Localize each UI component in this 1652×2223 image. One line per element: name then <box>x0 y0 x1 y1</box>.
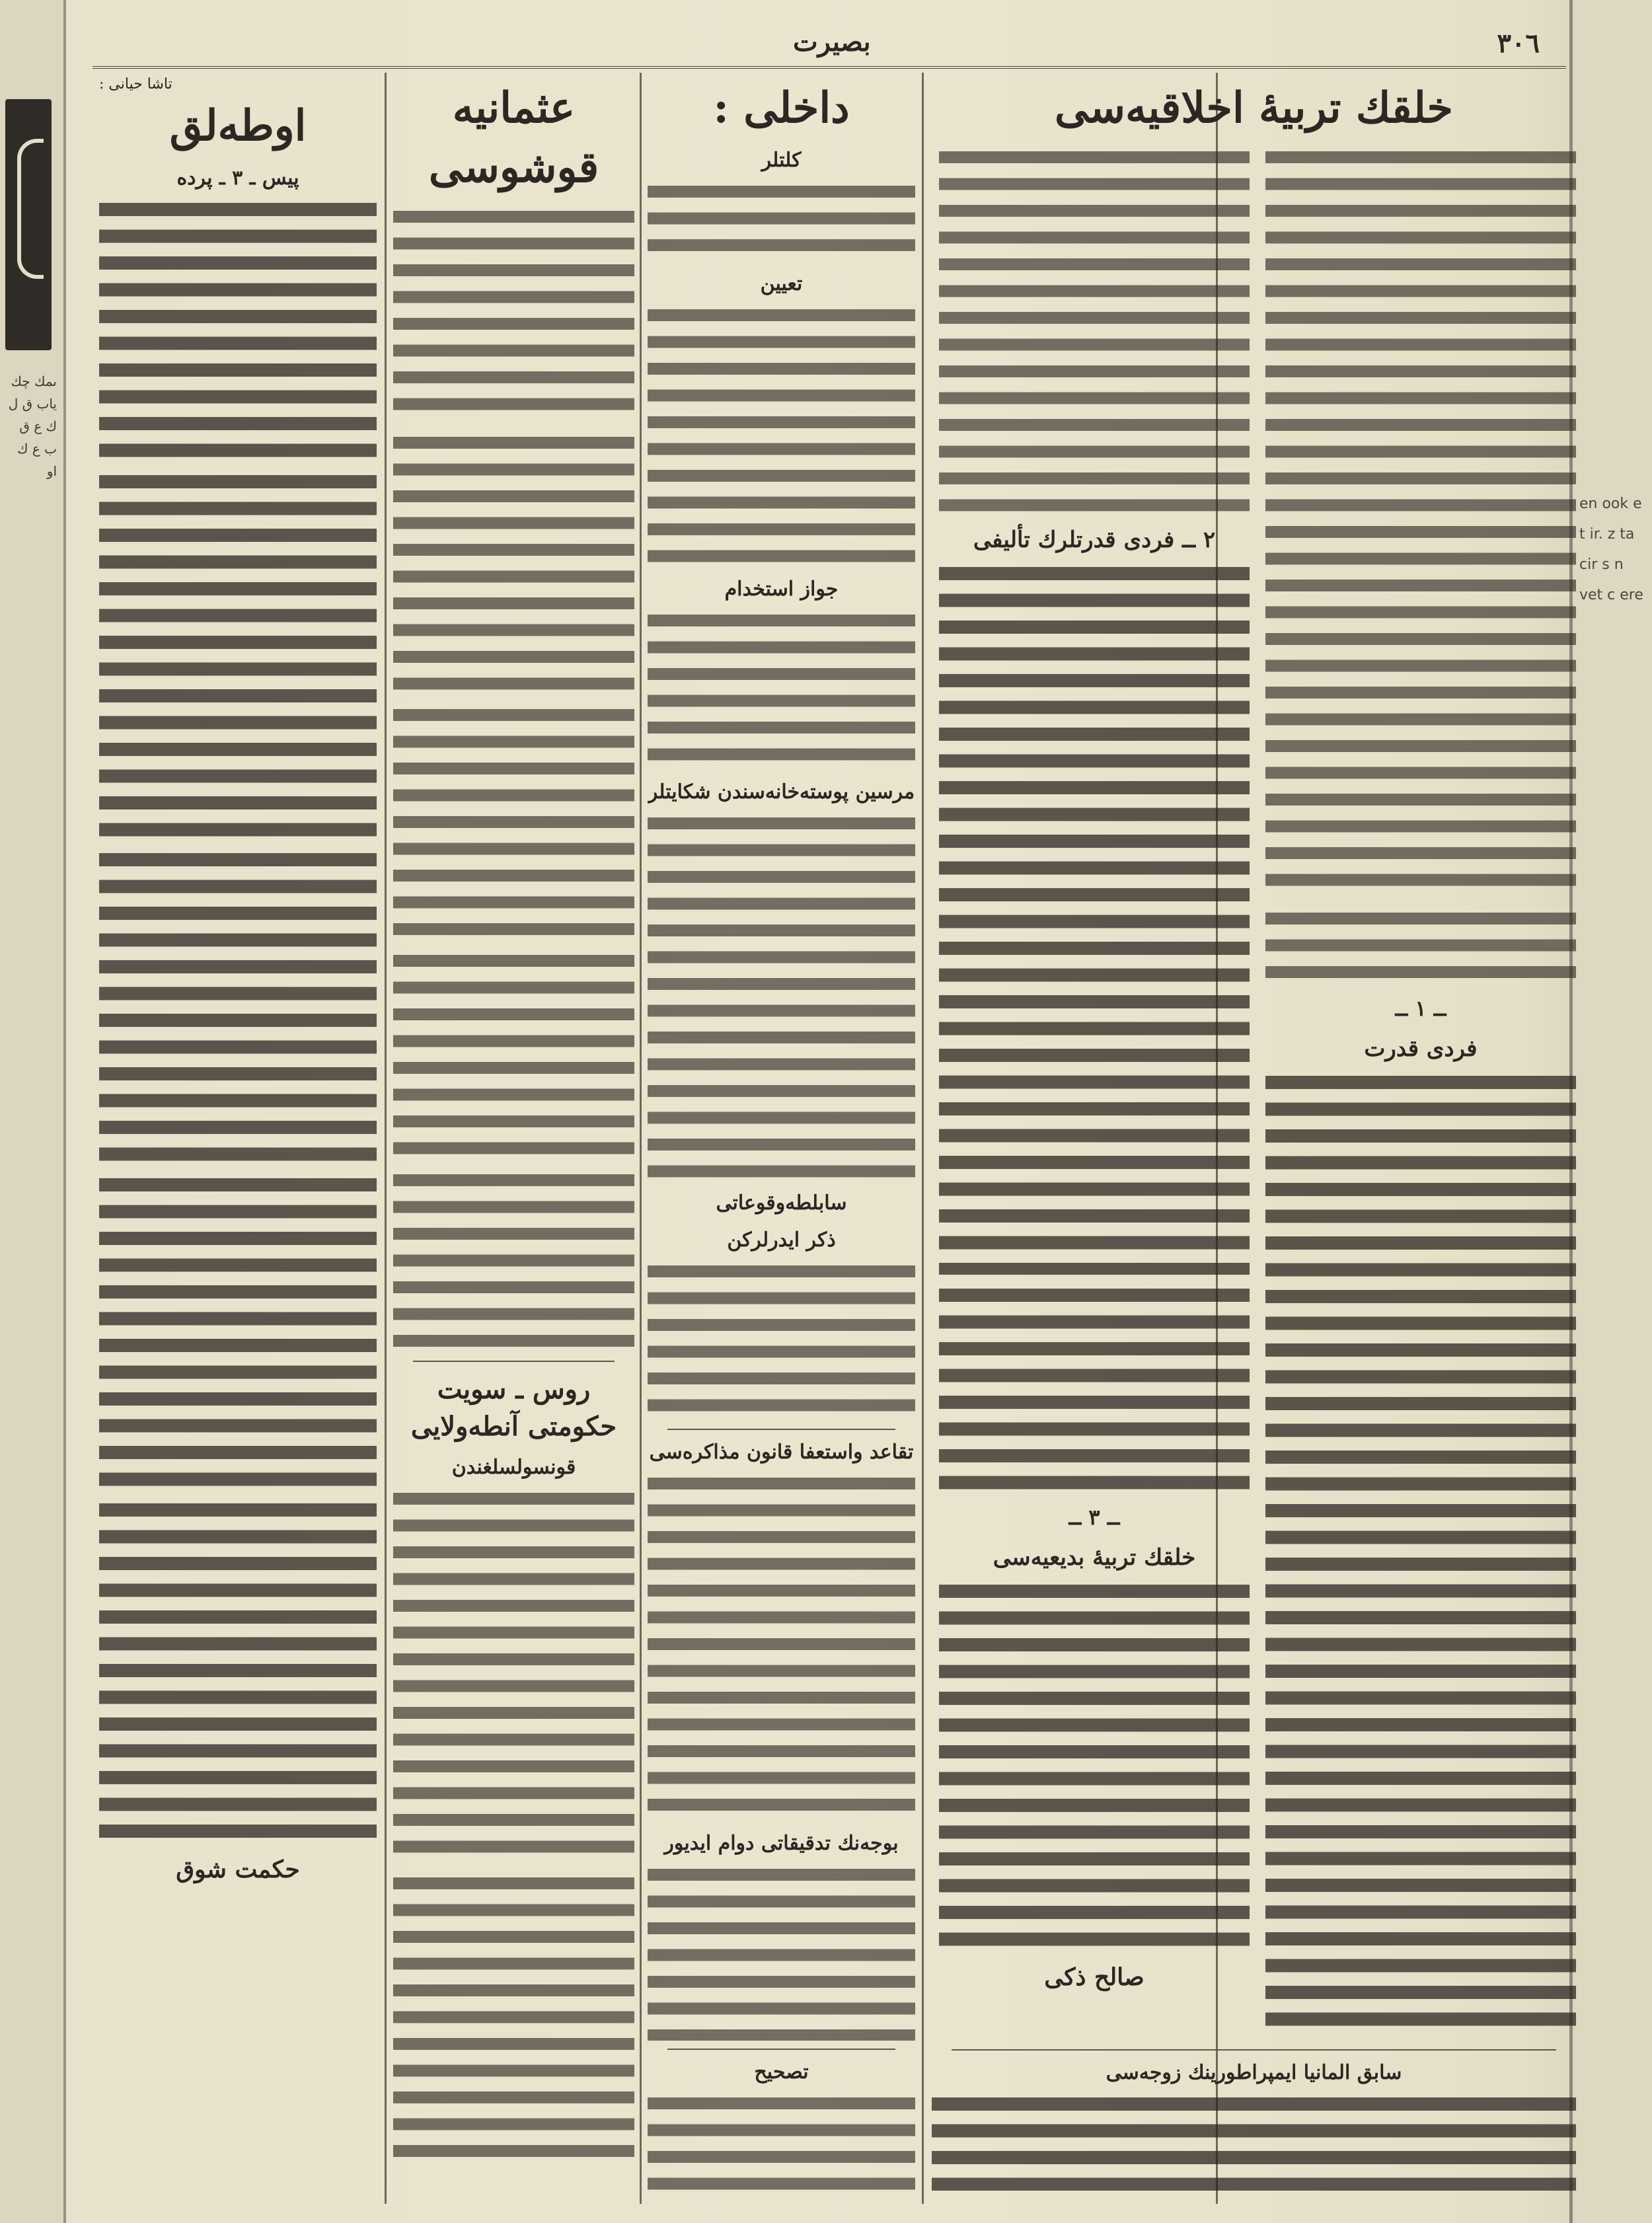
news-heading: تقاعد واستعفا قانون مذاكره‌سى <box>649 1441 914 1464</box>
column-3-domestic-news <box>648 76 915 2201</box>
article-paragraph <box>1265 1070 1576 2035</box>
article-title: عثمانيه قوشوسى <box>428 83 599 192</box>
serial-paragraph <box>99 197 377 461</box>
divider <box>413 1361 615 1362</box>
article-paragraph <box>393 948 634 1160</box>
article-paragraph <box>1265 906 1576 985</box>
left-page-strip <box>0 0 66 2223</box>
news-paragraph <box>648 303 915 567</box>
serial-paragraph <box>99 1172 377 1489</box>
page-header <box>93 26 1566 69</box>
serial-episode: پيس ـ ٣ ـ پرده <box>176 167 299 190</box>
article-paragraph <box>939 1283 1250 1494</box>
column-rule <box>385 73 387 2204</box>
article-paragraph <box>393 1168 634 1353</box>
divider <box>667 1429 895 1430</box>
article-title: خلقك تربيهٔ اخلاقيه‌سى <box>1055 83 1453 133</box>
article-paragraph <box>393 702 634 940</box>
article-paragraph <box>393 1871 634 2162</box>
right-strip-text: en ook e t ir. z ta cir s n vet c ere <box>1579 496 1643 603</box>
divider <box>952 2049 1556 2051</box>
article-paragraph <box>393 430 634 695</box>
news-paragraph <box>648 1862 915 2041</box>
section-subtitle: قونسولسلغندن <box>451 1456 576 1479</box>
article-paragraph <box>939 561 1250 1275</box>
author-signature: صالح ذكى <box>1044 1963 1145 1991</box>
news-heading: جواز استخدام <box>724 578 839 601</box>
serial-title: اوطه‌لق <box>169 101 307 151</box>
news-heading: سابلطه‌وقوعاتى <box>716 1191 847 1215</box>
news-paragraph <box>648 2091 915 2201</box>
box-title: سابق المانيا ايمپراطورينك زوجه‌سى <box>1106 2061 1402 2084</box>
serial-paragraph <box>99 847 377 1164</box>
section-title: روس ـ سويت حكومتى آنطه‌ولايى <box>410 1374 617 1442</box>
right-page-strip <box>1569 0 1652 2223</box>
section-number: ــ ١ ــ <box>1395 996 1446 1021</box>
left-strip-text: ىمك چك ياب ق ل ك ع ق ب ع ك او <box>8 373 57 479</box>
divider <box>667 2049 895 2050</box>
section-title: فردى قدرت <box>1364 1036 1478 1062</box>
article-paragraph <box>939 145 1250 515</box>
news-heading: تعيين <box>760 272 803 295</box>
left-strip-illustration <box>5 99 52 350</box>
newspaper-name: بصيرت <box>793 26 871 57</box>
section-title: داخلى : <box>713 83 850 133</box>
section-title: ٢ ــ فردى قدرتلرك تأليفى <box>973 527 1216 553</box>
news-heading: مرسين پوسته‌خانه‌سندن شكايتلر <box>648 780 915 804</box>
article-paragraph <box>393 1486 634 1863</box>
serial-paragraph <box>99 1497 377 1841</box>
article-paragraph <box>1265 145 1576 898</box>
column-1-article <box>932 76 1576 2201</box>
news-paragraph <box>648 1259 915 1421</box>
serial-paragraph <box>99 469 377 839</box>
news-paragraph <box>648 608 915 770</box>
article-paragraph <box>932 2091 1576 2191</box>
article-paragraph <box>939 1579 1250 1949</box>
news-paragraph <box>648 1471 915 1821</box>
article-paragraph <box>393 204 634 422</box>
news-heading: بوجه‌نك تدقيقاتى دوام ايديور <box>664 1832 899 1855</box>
news-heading: ذكر ايدرلركن <box>727 1228 836 1252</box>
column-rule <box>640 73 642 2204</box>
news-paragraph <box>648 811 915 1181</box>
page-number: ٣٠٦ <box>1497 28 1540 59</box>
news-heading: كلتلر <box>761 149 802 172</box>
news-paragraph <box>648 179 915 262</box>
section-number: ــ ٣ ــ <box>1069 1505 1120 1530</box>
serial-label: تاشا حيانى : <box>99 76 172 93</box>
column-4-wrestling <box>393 76 634 2201</box>
column-rule <box>922 73 924 2204</box>
section-title: خلقك تربيهٔ بديعيه‌سى <box>993 1544 1196 1571</box>
serial-signature: حكمت شوق <box>176 1856 300 1883</box>
column-5-serial <box>99 76 377 2201</box>
news-heading: تصحيح <box>754 2060 809 2084</box>
